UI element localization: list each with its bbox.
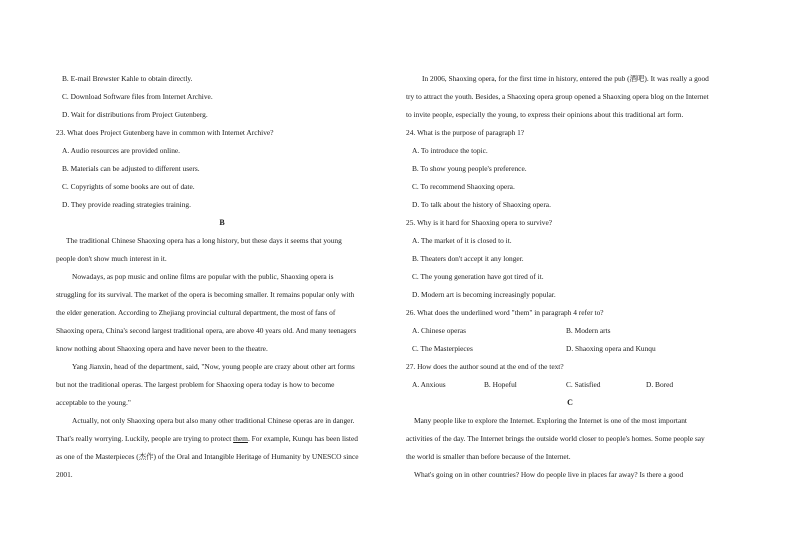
q23-option-b: B. Materials can be adjusted to different users.	[62, 164, 200, 173]
passage-b-line-8: Yang Jianxin, head of the department, said, "Now, young people are crazy about other art forms	[72, 362, 355, 371]
passage-b-line-12: That's really worrying. Luckily, people are trying to protect them. For example, Kunqu has been listed	[56, 434, 358, 443]
section-b-heading: B	[219, 218, 225, 227]
q25-option-a: A. The market of it is closed to it.	[412, 236, 512, 245]
q24-option-b: B. To show young people's preference.	[412, 164, 527, 173]
passage-b-line-13: as one of the Masterpieces (杰作) of the Oral and Intangible Heritage of Humanity by UNESCO since	[56, 452, 359, 461]
q23-option-a: A. Audio resources are provided online.	[62, 146, 181, 155]
passage-b-line-7: know nothing about Shaoxing opera and have never been to the theatre.	[56, 344, 268, 353]
q25-option-c: C. The young generation have got tired of it.	[412, 272, 544, 281]
q26-stem: 26. What does the underlined word "them" in paragraph 4 refer to?	[406, 308, 604, 317]
passage-b-line-1: The traditional Chinese Shaoxing opera has a long history, but these days it seems that young	[66, 236, 342, 245]
q27-option-c: C. Satisfied	[566, 380, 601, 389]
q23-stem: 23. What does Project Gutenberg have in common with Internet Archive?	[56, 128, 274, 137]
passage-b-line-5: the elder generation. According to Zhejiang provincial cultural department, the most of fans of	[56, 308, 336, 317]
q26-option-a: A. Chinese operas	[412, 326, 466, 335]
para4-line-2: try to attract the youth. Besides, a Shaoxing opera group opened a Shaoxing opera blog on the Internet	[406, 92, 709, 101]
passage-b-line-2: people don't show much interest in it.	[56, 254, 167, 263]
q23-option-c: C. Copyrights of some books are out of date.	[62, 182, 195, 191]
q27-option-d: D. Bored	[646, 380, 674, 389]
passage-b-line-4: struggling for its survival. The market of the opera is becoming smaller. It remains popular only with	[56, 290, 355, 299]
para4-line-3: to invite people, especially the young, to express their opinions about this traditional art form.	[406, 110, 684, 119]
q24-option-d: D. To talk about the history of Shaoxing opera.	[412, 200, 551, 209]
q23-option-d: D. They provide reading strategies training.	[62, 200, 191, 209]
q22-option-c: C. Download Software files from Internet Archive.	[62, 92, 213, 101]
passage-b-line-11: Actually, not only Shaoxing opera but also many other traditional Chinese operas are in danger.	[72, 416, 355, 425]
passage-c-line-2: activities of the day. The Internet brings the outside world closer to people's homes. Some people say	[406, 434, 705, 443]
passage-b-line-6: Shaoxing opera, China's second largest traditional opera, are above 40 years old. And many teenagers	[56, 326, 357, 335]
passage-c-line-3: the world is smaller than before because of the Internet.	[406, 452, 571, 461]
passage-b-line-9: but not the traditional operas. The largest problem for Shaoxing opera today is how to become	[56, 380, 335, 389]
passage-b-line-14: 2001.	[56, 470, 73, 479]
q26-option-d: D. Shaoxing opera and Kunqu	[566, 344, 656, 353]
q26-option-c: C. The Masterpieces	[412, 344, 473, 353]
q22-option-d: D. Wait for distributions from Project Gutenberg.	[62, 110, 208, 119]
q25-option-d: D. Modern art is becoming increasingly popular.	[412, 290, 556, 299]
q24-stem: 24. What is the purpose of paragraph 1?	[406, 128, 525, 137]
q24-option-a: A. To introduce the topic.	[412, 146, 488, 155]
q25-option-b: B. Theaters don't accept it any longer.	[412, 254, 524, 263]
passage-b-line-3: Nowadays, as pop music and online films are popular with the public, Shaoxing opera is	[72, 272, 334, 281]
passage-c-line-4: What's going on in other countries? How do people live in places far away? Is there a good	[414, 470, 684, 479]
para4-line-1: In 2006, Shaoxing opera, for the first time in history, entered the pub (酒吧). It was really a good	[422, 74, 709, 83]
section-c-heading: C	[567, 398, 573, 407]
q22-option-b: B. E-mail Brewster Kahle to obtain directly.	[62, 74, 193, 83]
passage-b-line-10: acceptable to the young."	[56, 398, 131, 407]
q24-option-c: C. To recommend Shaoxing opera.	[412, 182, 515, 191]
q27-option-b: B. Hopeful	[484, 380, 517, 389]
underlined-them: them	[233, 434, 248, 443]
q26-option-b: B. Modern arts	[566, 326, 611, 335]
passage-c-line-1: Many people like to explore the Internet. Exploring the Internet is one of the most important	[414, 416, 687, 425]
q25-stem: 25. Why is it hard for Shaoxing opera to survive?	[406, 218, 553, 227]
q27-stem: 27. How does the author sound at the end of the text?	[406, 362, 564, 371]
q27-option-a: A. Anxious	[412, 380, 446, 389]
